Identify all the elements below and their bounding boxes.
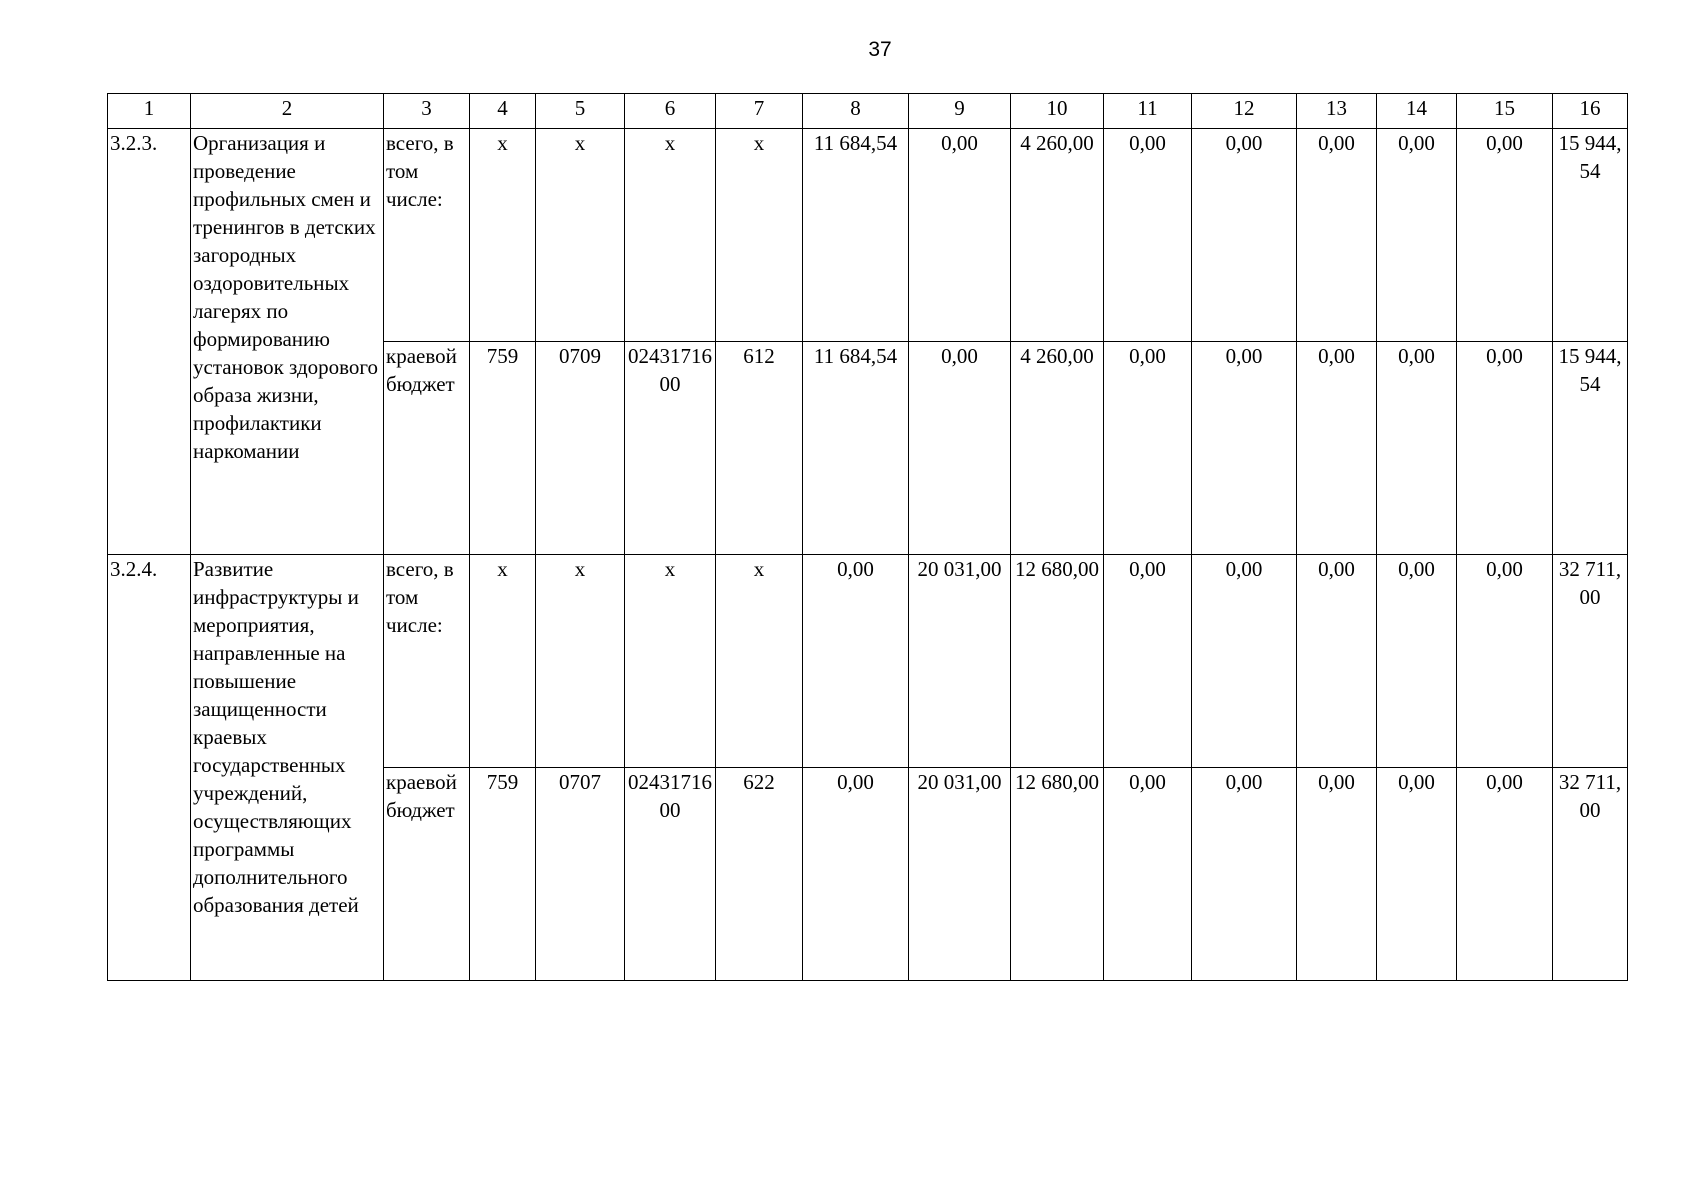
col-header: 8: [803, 94, 909, 129]
item-name: Развитие инфраструктуры и мероприятия, направленные на повышение защищенности краевых государственных учреждений, осуществляющих программы дополнительного образования детей: [191, 555, 384, 981]
table-cell: 0,00: [1377, 129, 1457, 342]
budget-table: [107, 93, 1628, 981]
funding-label: всего, в том числе:: [384, 129, 470, 342]
table-cell: 12 680,00: [1011, 768, 1104, 981]
table-row: [108, 555, 1628, 768]
table-cell: 0,00: [1377, 555, 1457, 768]
funding-label: краевой бюджет: [384, 768, 470, 981]
table-cell: 622: [716, 768, 803, 981]
table-cell: 32 711,00: [1553, 555, 1628, 768]
table-cell: 0,00: [1192, 342, 1297, 555]
table-cell: 759: [470, 342, 536, 555]
table-cell: 0,00: [1192, 129, 1297, 342]
col-header: 9: [909, 94, 1011, 129]
table-cell: 612: [716, 342, 803, 555]
table-cell: 11 684,54: [803, 129, 909, 342]
col-header: 16: [1553, 94, 1628, 129]
table-cell: 0,00: [1457, 342, 1553, 555]
table-cell: 0,00: [1104, 555, 1192, 768]
table-cell: 0,00: [1457, 768, 1553, 981]
table-cell: 0,00: [1457, 555, 1553, 768]
table-cell: х: [716, 129, 803, 342]
table-cell: х: [536, 555, 625, 768]
header-row: [108, 94, 1628, 129]
table-cell: 4 260,00: [1011, 129, 1104, 342]
table-cell: 0,00: [803, 768, 909, 981]
table-cell: 20 031,00: [909, 768, 1011, 981]
table-cell: 0,00: [1297, 342, 1377, 555]
table-cell: 0,00: [1457, 129, 1553, 342]
col-header: 2: [191, 94, 384, 129]
table-cell: х: [625, 129, 716, 342]
col-header: 1: [108, 94, 191, 129]
item-name: Организация и проведение профильных смен и тренингов в детских загородных оздоровительных лагерях по формированию установок здорового образа жизни, профилактики наркомании: [191, 129, 384, 555]
table-cell: х: [470, 555, 536, 768]
item-number: 3.2.4.: [108, 555, 191, 981]
table-cell: 0,00: [1104, 129, 1192, 342]
col-header: 12: [1192, 94, 1297, 129]
col-header: 10: [1011, 94, 1104, 129]
col-header: 3: [384, 94, 470, 129]
col-header: 6: [625, 94, 716, 129]
table-cell: 11 684,54: [803, 342, 909, 555]
table-cell: 0,00: [1104, 768, 1192, 981]
table-row: [108, 129, 1628, 342]
table-cell: 15 944,54: [1553, 129, 1628, 342]
table-cell: х: [536, 129, 625, 342]
table-cell: 0,00: [1104, 342, 1192, 555]
item-number: 3.2.3.: [108, 129, 191, 555]
col-header: 11: [1104, 94, 1192, 129]
table-cell: 20 031,00: [909, 555, 1011, 768]
table-cell: 0,00: [909, 342, 1011, 555]
table-cell: 0,00: [1377, 342, 1457, 555]
table-cell: 0,00: [909, 129, 1011, 342]
table-cell: 0,00: [1297, 555, 1377, 768]
col-header: 13: [1297, 94, 1377, 129]
table-cell: 759: [470, 768, 536, 981]
table-cell: 0,00: [803, 555, 909, 768]
table-cell: 0,00: [1297, 129, 1377, 342]
table-cell: 32 711,00: [1553, 768, 1628, 981]
col-header: 5: [536, 94, 625, 129]
table-cell: х: [470, 129, 536, 342]
table-cell: 0707: [536, 768, 625, 981]
col-header: 4: [470, 94, 536, 129]
table-cell: 0243171600: [625, 768, 716, 981]
table-cell: 12 680,00: [1011, 555, 1104, 768]
table-cell: 0,00: [1297, 768, 1377, 981]
table-cell: 0709: [536, 342, 625, 555]
col-header: 7: [716, 94, 803, 129]
table-cell: х: [716, 555, 803, 768]
table-cell: х: [625, 555, 716, 768]
table-cell: 4 260,00: [1011, 342, 1104, 555]
table-cell: 0243171600: [625, 342, 716, 555]
col-header: 15: [1457, 94, 1553, 129]
page-number: 37: [868, 38, 892, 61]
col-header: 14: [1377, 94, 1457, 129]
table-cell: 15 944,54: [1553, 342, 1628, 555]
table-cell: 0,00: [1377, 768, 1457, 981]
table-cell: 0,00: [1192, 768, 1297, 981]
funding-label: всего, в том числе:: [384, 555, 470, 768]
funding-label: краевой бюджет: [384, 342, 470, 555]
table-cell: 0,00: [1192, 555, 1297, 768]
